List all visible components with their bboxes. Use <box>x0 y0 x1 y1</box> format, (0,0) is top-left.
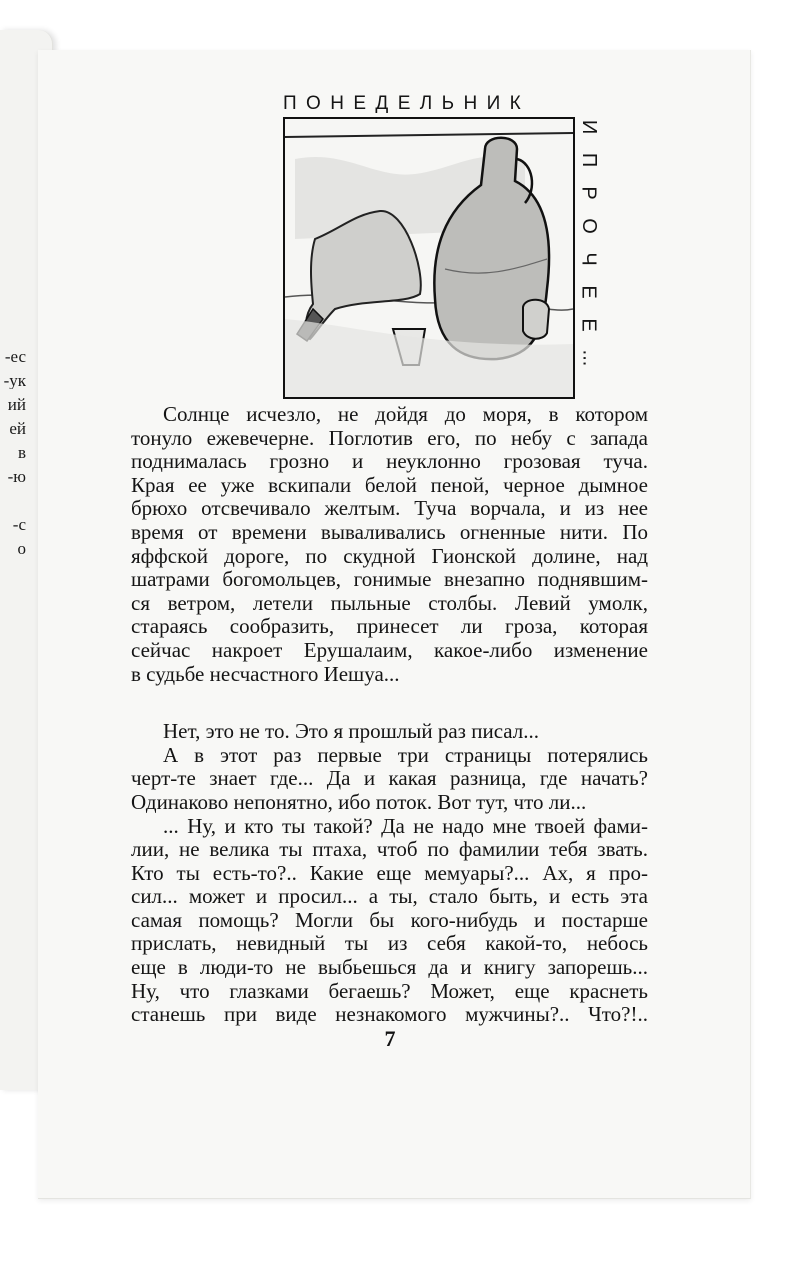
text-line: время от времени вываливались огненные нити. По <box>131 520 648 544</box>
left-page-fragment: о <box>17 540 26 557</box>
text-line: брюхо отсвечивало желтым. Туча ворчала, и из нее <box>131 497 648 521</box>
text-line: ... Ну, и кто ты такой? Да не надо мне твоей фами- <box>163 814 648 838</box>
text-line: Одинаково непонятно, ибо поток. Вот тут, что ли... <box>131 790 587 814</box>
text-line: Края ее уже вскипали белой пеной, черное дымное <box>131 473 648 497</box>
side-title-letter: Е <box>578 318 600 332</box>
text-line: Нет, это не то. Это я прошлый раз писал... <box>163 720 540 744</box>
text-line: самая помощь? Могли бы кого-нибудь и постарше <box>131 908 648 932</box>
left-page-fragment: ей <box>9 420 26 437</box>
text-line: сил... может и просил... а ты, стало быть, и есть эта <box>131 885 648 909</box>
horizon-line <box>285 133 573 137</box>
left-page-fragment: ю- <box>7 468 26 485</box>
side-title-letter: Е <box>578 285 600 299</box>
text-line: А в этот раз первые три страницы потерялись <box>163 743 648 767</box>
text-line: черт-те знает где... Да и какая разница, где начать? <box>131 767 648 791</box>
side-title-letter: Р <box>578 186 600 200</box>
side-title <box>578 117 600 399</box>
text-line: станешь при виде незнакомого мужчины?.. Что?!.. <box>131 1003 648 1027</box>
text-line: в судьбе несчастного Иешуа... <box>131 662 400 686</box>
text-line: ся ветром, летели пыльные столбы. Левий умолк, <box>131 591 648 615</box>
text-line: стараясь сообразить, принесет ли гроза, которая <box>131 615 648 639</box>
side-title-letter: П <box>578 152 600 168</box>
left-page-fragment: в <box>17 444 26 461</box>
text-line: сейчас накроет Ерушалаим, какое-либо изменение <box>131 638 648 662</box>
chapter-title: ПОНЕДЕЛЬНИК <box>283 93 531 114</box>
left-page-fragment: ук- <box>3 372 26 389</box>
left-page-fragment: ий <box>7 396 26 413</box>
body-text <box>131 403 648 1027</box>
text-line: прислать, невидный ты из себя какой-то, небось <box>131 932 648 956</box>
text-line: Кто ты есть-то?.. Какие еще мемуары?... Ах, я про- <box>131 861 648 885</box>
chapter-illustration <box>283 117 575 399</box>
text-line: лии, не велика ты птаха, чтоб по фамилии тебя звать. <box>131 838 648 862</box>
side-title-letter: О <box>578 218 600 234</box>
still-life-drawing <box>285 119 573 397</box>
text-line: тонуло ежевечерне. Поглотив его, по небу с запада <box>131 426 648 450</box>
text-line: шатрами богомольцев, гонимые внезапно поднявшим- <box>131 568 648 592</box>
page-number: 7 <box>384 1026 396 1051</box>
side-title-letter: ... <box>577 349 600 367</box>
side-title-letter: И <box>578 119 600 135</box>
text-line: яффской дороге, по скудной Гионской долине, над <box>131 544 648 568</box>
text-line: поднималась грозно и неуклонно грозовая туча. <box>131 450 648 474</box>
text-line: Ну, что глазками бегаешь? Может, еще краснеть <box>131 979 648 1003</box>
left-page-fragment: ес- <box>4 348 26 365</box>
text-line: Солнце исчезло, не дойдя до моря, в котором <box>163 403 648 426</box>
text-line: еще в люди-то не выбьешься да и книгу запорешь... <box>131 956 648 980</box>
left-page-fragment: с- <box>12 516 26 533</box>
side-title-letter: Ч <box>578 252 600 266</box>
jar <box>523 300 549 339</box>
